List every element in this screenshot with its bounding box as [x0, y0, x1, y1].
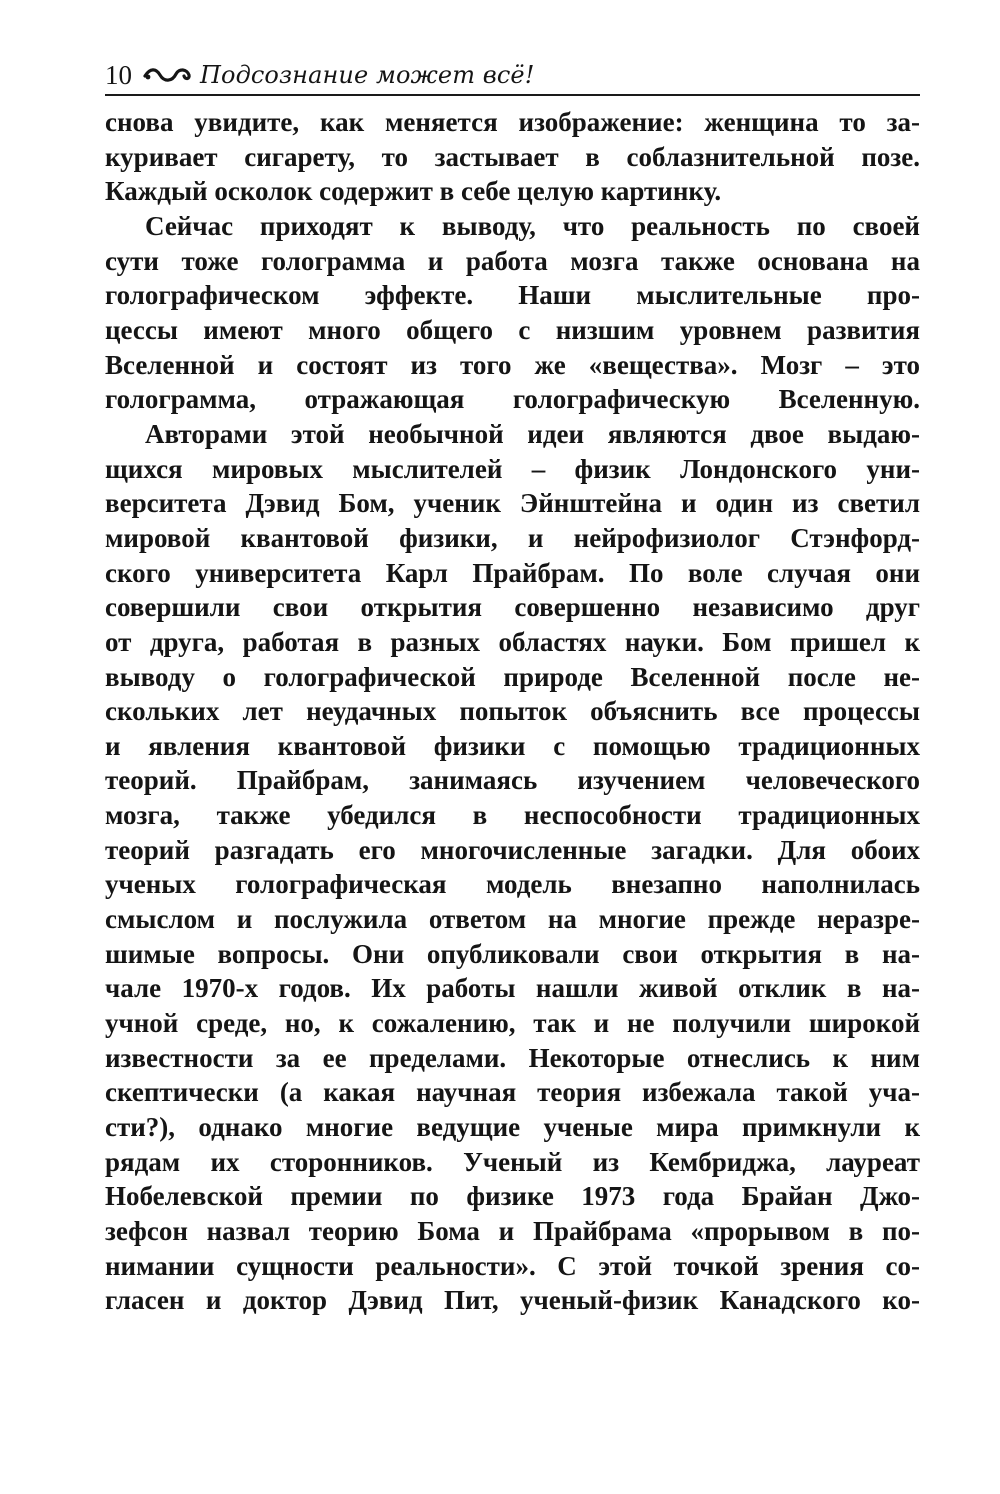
- paragraph-2: [105, 209, 920, 417]
- text-line: голографическом эффекте. Наши мыслительные про-: [105, 280, 920, 311]
- text-line: смыслом и послужила ответом на многие прежде неразре-: [105, 904, 920, 935]
- text-line: и явления квантовой физики с помощью традиционных: [105, 730, 920, 761]
- text-line: Сейчас приходят к выводу, что реальность по своей: [145, 210, 920, 241]
- text-line: куривает сигарету, то застывает в соблазнительной позе.: [105, 141, 920, 172]
- text-line: Каждый осколок содержит в себе целую картинку.: [105, 176, 722, 207]
- text-line: гласен и доктор Дэвид Пит, ученый-физик Канадского ко-: [105, 1285, 920, 1316]
- text-line: мозга, также убедился в неспособности традиционных: [105, 800, 920, 831]
- text-line: ученых голографическая модель внезапно наполнилась: [105, 869, 920, 900]
- running-header: [105, 56, 920, 96]
- text-line: известности за ее пределами. Некоторые отнеслись к ним: [105, 1042, 920, 1073]
- text-line: сти?), однако многие ведущие ученые мира примкнули к: [105, 1112, 920, 1143]
- text-line: Нобелевской премии по физике 1973 года Брайан Джо-: [105, 1181, 920, 1212]
- text-line: теорий. Прайбрам, занимаясь изучением человеческого: [105, 765, 920, 796]
- paragraph-3: [105, 417, 920, 1318]
- text-line: выводу о голографической природе Вселенной после не-: [105, 661, 920, 692]
- text-line: ского университета Карл Прайбрам. По воле случая они: [105, 557, 920, 588]
- text-line: от друга, работая в разных областях науки. Бом пришел к: [105, 626, 920, 657]
- text-line: щихся мировых мыслителей – физик Лондонского уни-: [105, 453, 920, 484]
- text-line: голограмма, отражающая голографическую Вселенную.: [105, 384, 920, 415]
- body-text: [105, 105, 920, 1318]
- text-line: зефсон назвал теорию Бома и Прайбрама «прорывом в по-: [105, 1216, 920, 1246]
- text-line: скептически (а какая научная теория избежала такой уча-: [105, 1077, 920, 1108]
- swirl-ornament-icon: [142, 64, 192, 86]
- text-line: мировой квантовой физики, и нейрофизиолог Стэнфорд-: [105, 522, 920, 553]
- text-line: совершили свои открытия совершенно независимо друг: [105, 592, 920, 623]
- text-line: теорий разгадать его многочисленные загадки. Для обоих: [105, 834, 920, 865]
- text-line: шимые вопросы. Они опубликовали свои открытия в на-: [105, 938, 920, 969]
- text-line: сути тоже голограмма и работа мозга также основана на: [105, 245, 920, 276]
- text-line: Вселенной и состоят из того же «вещества». Мозг – это: [105, 349, 920, 380]
- text-line: нимании сущности реальности». С этой точкой зрения со-: [105, 1250, 920, 1281]
- book-page: [105, 56, 920, 1476]
- text-line: Авторами этой необычной идеи являются двое выдаю-: [145, 418, 920, 449]
- text-line: цессы имеют много общего с низшим уровнем развития: [105, 314, 920, 345]
- book-title: Подсознание может всё!: [200, 61, 535, 89]
- text-line: снова увидите, как меняется изображение: женщина то за-: [105, 107, 920, 137]
- text-line: верситета Дэвид Бом, ученик Эйнштейна и один из светил: [105, 488, 920, 519]
- paragraph-1: [105, 105, 920, 209]
- text-line: учной среде, но, к сожалению, так и не получили широкой: [105, 1008, 920, 1039]
- text-line: чале 1970-х годов. Их работы нашли живой отклик в на-: [105, 973, 920, 1004]
- text-line: рядам их сторонников. Ученый из Кембриджа, лауреат: [105, 1146, 920, 1177]
- page-number: 10: [105, 59, 132, 90]
- text-line: скольких лет неудачных попыток объяснить все процессы: [105, 696, 920, 727]
